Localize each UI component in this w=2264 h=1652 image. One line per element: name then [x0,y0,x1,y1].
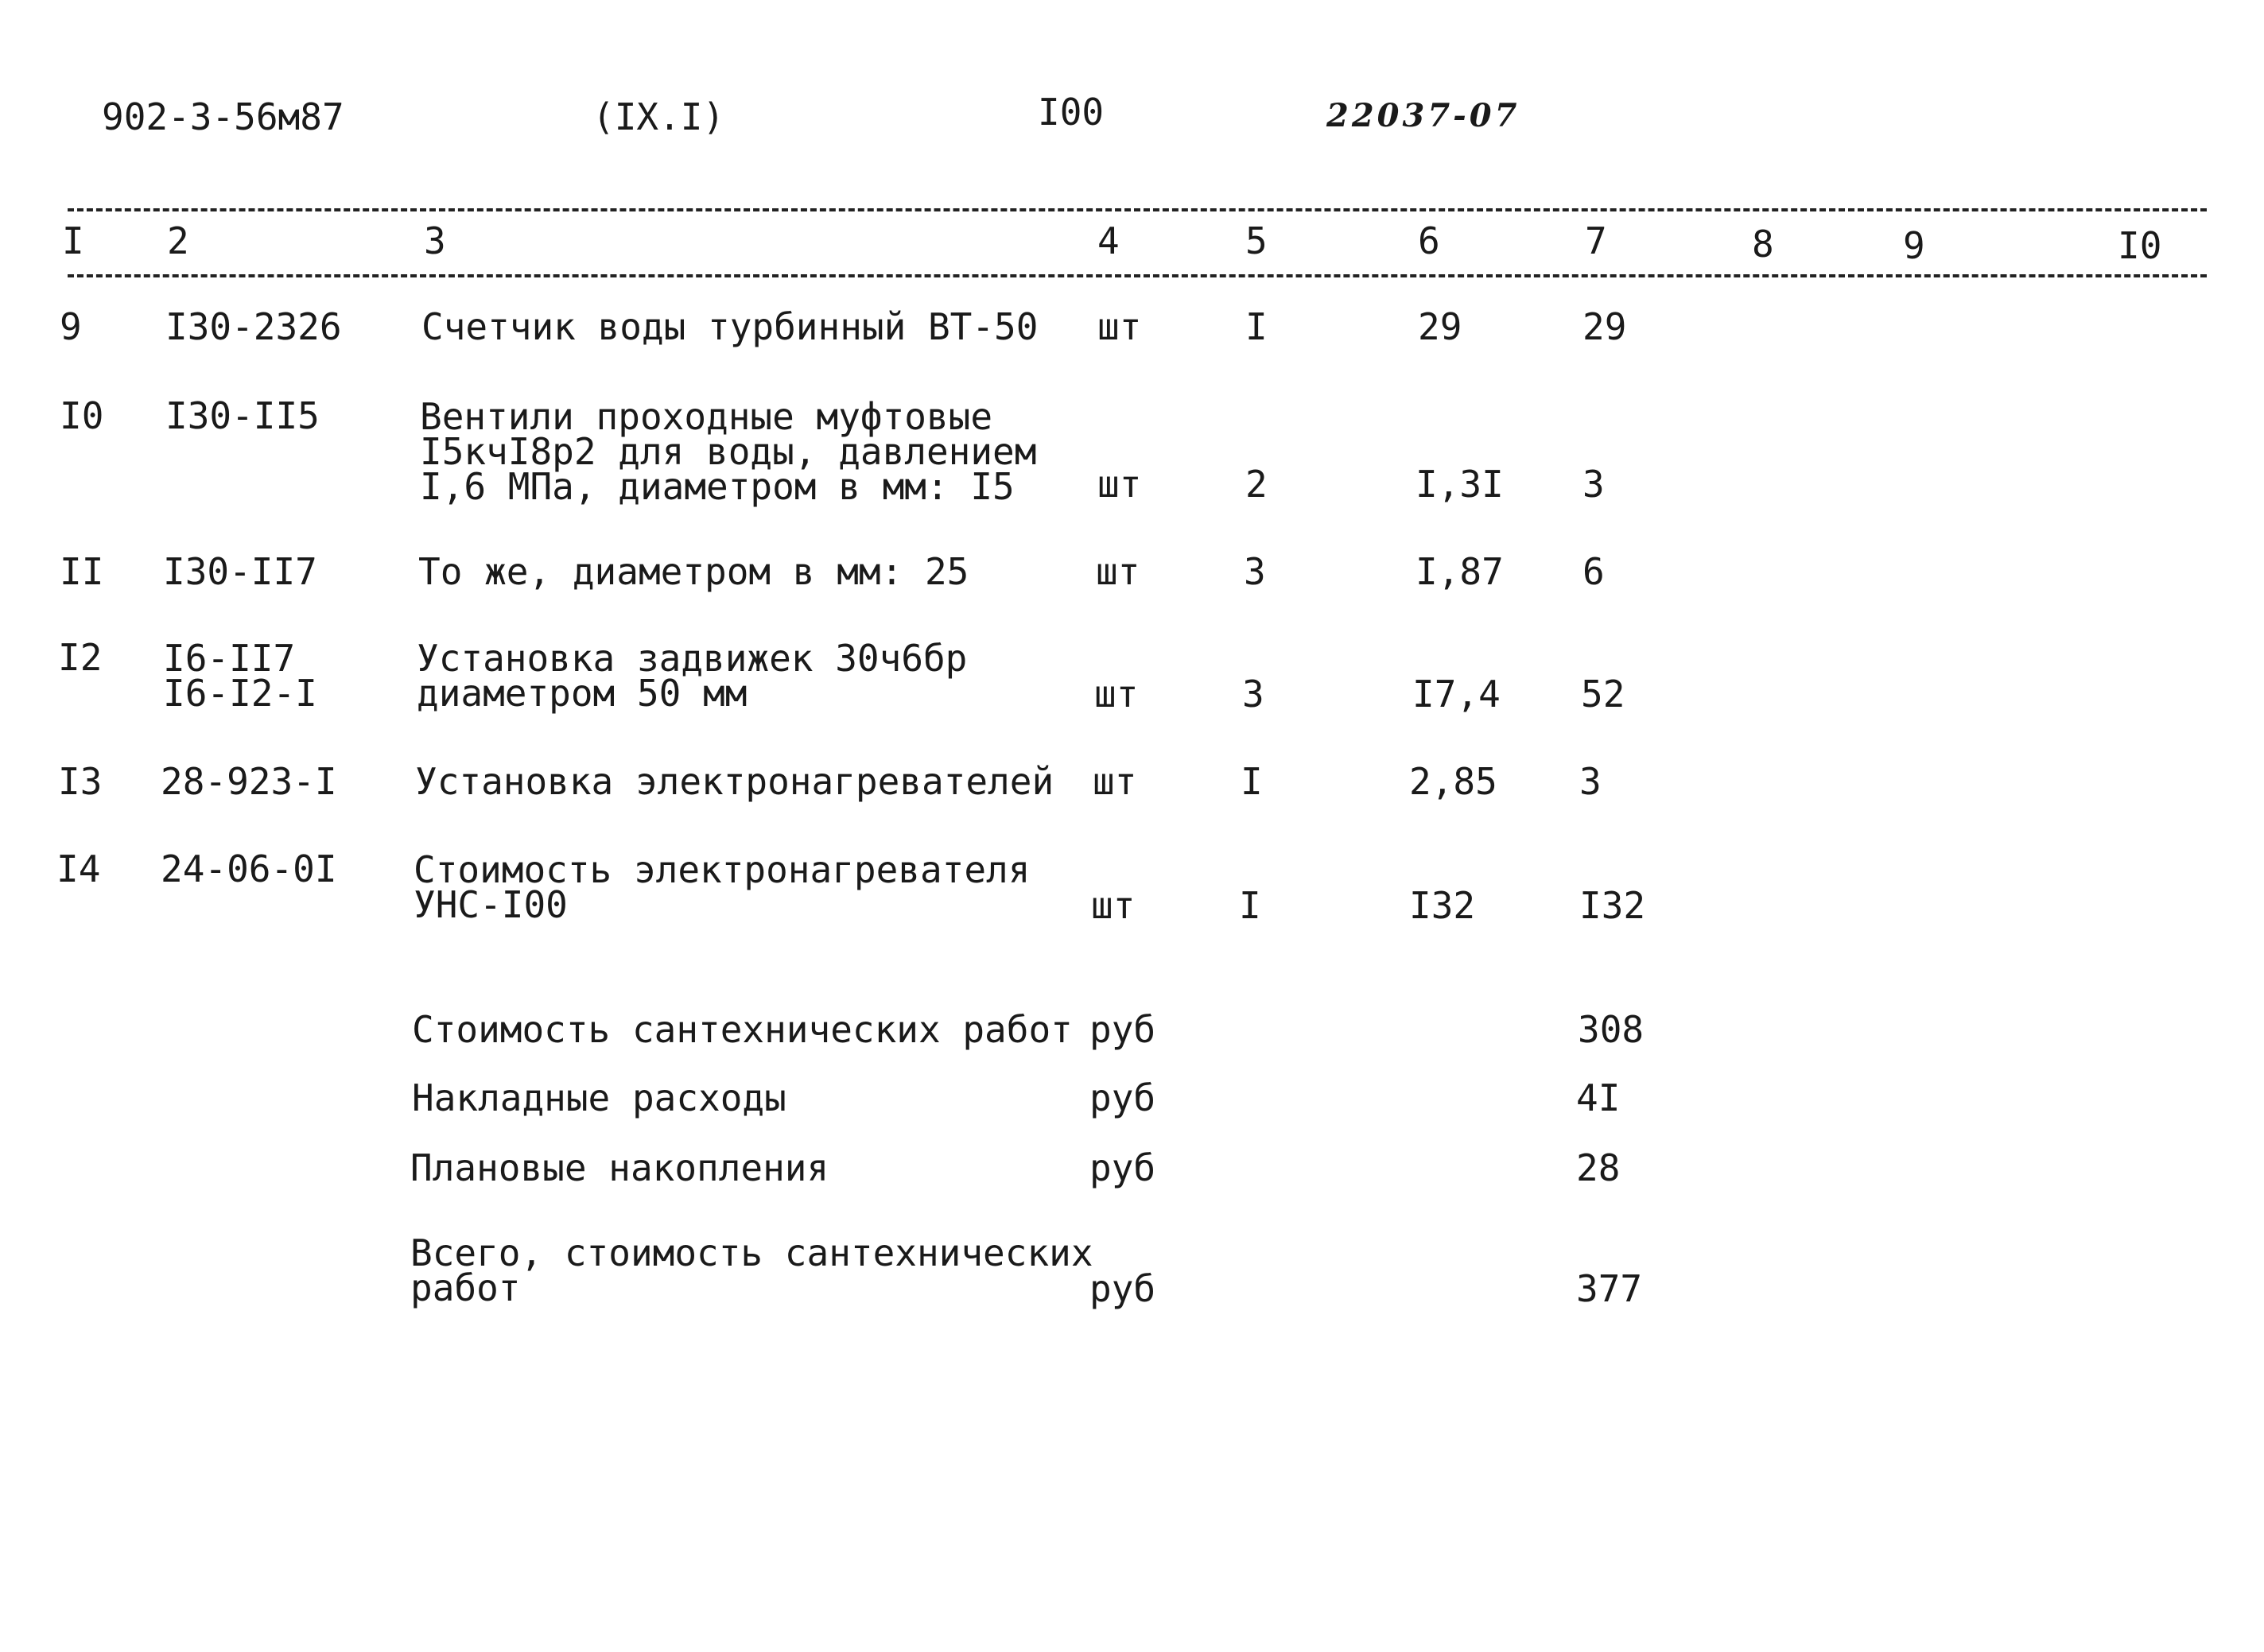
row-number: II [60,550,104,593]
summary-total: 377 [1576,1267,1643,1310]
row-price: I32 [1409,884,1476,927]
row-unit: шт [1096,550,1140,593]
row-price: I7,4 [1412,673,1501,715]
row-description-line: диаметром 50 мм [417,672,748,715]
row-number: I0 [60,394,104,437]
doc-code: 902-3-56м87 [102,95,344,138]
row-total: 6 [1582,550,1605,593]
column-number: 9 [1903,224,1925,267]
column-number: 7 [1585,219,1607,262]
summary-description-line: работ [410,1266,521,1309]
row-code: I30-II7 [163,550,317,593]
row-code: 28-923-I [161,760,337,803]
page-number: I00 [1038,91,1105,134]
summary-description-line: Всего, стоимость сантехнических [410,1231,1093,1274]
row-unit: шт [1091,884,1136,927]
summary-description: Накладные расходы [412,1076,786,1119]
row-description-line: УНС-I00 [414,883,568,926]
row-number: I3 [58,760,103,803]
summary-unit: руб [1089,1146,1156,1189]
row-quantity: 3 [1244,550,1266,593]
section-number: (IX.I) [592,95,725,138]
row-description: Счетчик воды турбинный ВТ-50 [421,305,1039,348]
row-code-line: I6-II7 [163,637,296,680]
header-rule-top [68,208,2207,211]
row-price: I,3I [1415,463,1504,506]
summary-unit: руб [1089,1008,1156,1051]
row-number: I2 [58,636,103,679]
column-number: 2 [167,219,189,262]
row-quantity: 2 [1245,463,1268,506]
summary-unit: руб [1089,1076,1156,1119]
summary-description: Стоимость сантехнических работ [412,1008,1073,1051]
column-number: 4 [1097,219,1120,262]
row-code-line: I6-I2-I [163,672,317,715]
row-price: 29 [1418,305,1462,348]
row-code: 24-06-0I [161,847,337,890]
row-total: 52 [1581,673,1625,715]
row-description-line: Стоимость электронагревателя [414,848,1031,891]
column-number: 6 [1418,219,1440,262]
column-number: 5 [1245,219,1268,262]
row-quantity: I [1239,884,1261,927]
row-unit: шт [1094,673,1139,715]
summary-description: Плановые накопления [410,1146,829,1189]
header-rule-bottom [68,274,2207,277]
summary-total: 28 [1576,1146,1621,1189]
column-number: 3 [424,219,446,262]
row-quantity: I [1241,760,1263,803]
column-number: I [62,219,84,262]
row-number: I4 [56,847,101,890]
summary-unit: руб [1089,1267,1156,1310]
row-description-line: I,6 МПа, диаметром в мм: I5 [420,465,1015,508]
row-total: I32 [1579,884,1646,927]
row-code: I30-2326 [165,305,342,348]
row-description-line: Вентили проходные муфтовые [420,395,993,438]
row-total: 29 [1582,305,1627,348]
row-unit: шт [1093,760,1137,803]
row-description: Установка электронагревателей [415,760,1054,803]
row-total: 3 [1582,463,1605,506]
row-unit: шт [1097,305,1142,348]
row-price: 2,85 [1409,760,1497,803]
row-total: 3 [1579,760,1602,803]
row-description-line: Установка задвижек 30ч6бр [417,637,968,680]
summary-total: 308 [1578,1008,1645,1051]
column-number: 8 [1752,223,1774,266]
row-number: 9 [60,305,82,348]
summary-total: 4I [1576,1076,1621,1119]
row-quantity: 3 [1242,673,1264,715]
row-price: I,87 [1415,550,1504,593]
row-unit: шт [1097,463,1142,506]
row-code: I30-II5 [165,394,320,437]
row-description-line: I5кчI8р2 для воды, давлением [420,430,1037,473]
row-quantity: I [1245,305,1268,348]
row-description: То же, диаметром в мм: 25 [418,550,969,593]
column-number: I0 [2118,224,2162,267]
handwritten-number: 22037-07 [1326,97,1520,134]
